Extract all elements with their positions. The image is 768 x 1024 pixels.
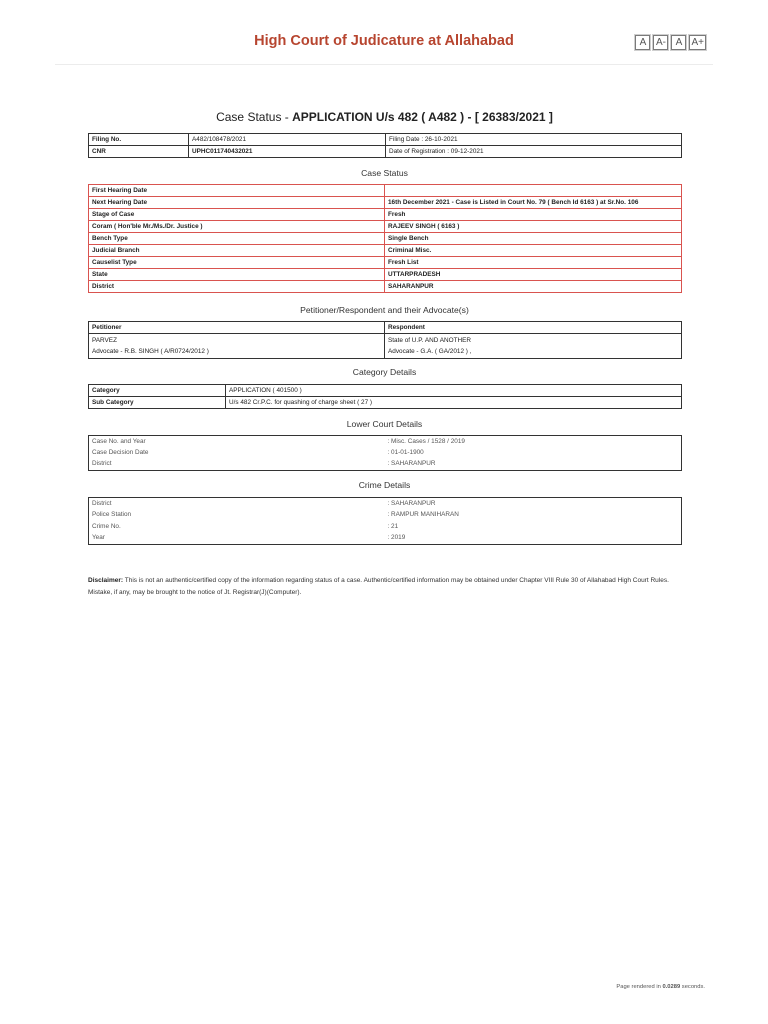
status-label: Judicial Branch [89,245,385,257]
filing-no-value: A482/108478/2021 [189,134,386,146]
parties-heading: Petitioner/Respondent and their Advocate(s) [300,305,469,315]
status-value: SAHARANPUR [385,281,682,293]
status-label: First Hearing Date [89,185,385,197]
status-label: Coram ( Hon'ble Mr./Ms./Dr. Justice ) [89,221,385,233]
filing-date: Filing Date : 26-10-2021 [386,134,682,146]
lower-court-value: : 01-01-1900 [387,448,424,456]
crime-label: Crime No. [92,522,121,530]
table-row [89,532,682,544]
table-row [89,257,682,269]
font-increase-button[interactable]: A+ [691,37,704,48]
table-row [89,197,682,209]
crime-label: Year [92,534,105,542]
status-label: State [89,269,385,281]
filing-table [88,133,682,158]
table-row [89,322,682,334]
table-row [89,521,682,532]
render-time-prefix: Page rendered in [616,984,663,990]
sub-category-value: U/s 482 Cr.P.C. for quashing of charge sheet ( 27 ) [226,397,682,409]
crime-label: Police Station [92,511,132,519]
filing-no-label: Filing No. [89,134,189,146]
font-normal-button[interactable]: A [635,35,650,50]
site-title: High Court of Judicature at Allahabad [254,33,514,49]
lower-court-heading: Lower Court Details [346,419,423,429]
respondent-name: State of U.P. AND ANOTHER [388,337,471,344]
lower-court-label: Case No. and Year [92,437,146,445]
table-row [89,269,682,281]
case-title: APPLICATION U/s 482 ( A482 ) - [ 26383/2021 ] [292,110,553,124]
cnr-label: CNR [89,146,189,158]
petitioner-header: Petitioner [89,322,385,334]
case-status-heading: Case Status [361,168,408,178]
crime-heading: Crime Details [358,480,411,490]
crime-value: : 2019 [387,534,406,542]
status-value: Criminal Misc. [385,245,682,257]
registration-date: Date of Registration : 09-12-2021 [386,146,682,158]
lower-court-label: Case Decision Date [92,448,149,456]
status-value: 16th December 2021 - Case is Listed in Court No. 79 ( Bench Id 6163 ) at Sr.No. 106 [385,197,682,209]
status-value: Single Bench [385,233,682,245]
petitioner-cell [89,334,385,359]
category-value: APPLICATION ( 401500 ) [226,385,682,397]
font-default-button[interactable]: A [671,35,686,50]
crime-value: : SAHARANPUR [387,499,436,507]
crime-value: : 21 [387,522,399,530]
lower-court-value: : SAHARANPUR [387,460,436,468]
category-table [88,384,682,409]
case-title-prefix: Case Status - [216,110,293,124]
table-row [89,447,682,458]
cnr-value: UPHC011740432021 [189,146,386,158]
status-value: UTTARPRADESH [385,269,682,281]
status-label: Next Hearing Date [89,197,385,209]
status-label: Bench Type [89,233,385,245]
table-row [89,134,682,146]
category-heading: Category Details [352,367,417,377]
table-row [89,397,682,409]
table-row [89,334,682,359]
parties-table [88,321,682,359]
disclaimer-text: This is not an authentic/certified copy of the information regarding status of a case. Authentic/certified information may be obtained under Chapter VIII Rule 30 of Allahabad High Court Rules. Mistake, if any, may be brought to the notice of Jt. Registrar(J)(Computer). [88,577,669,596]
case-status-table [88,184,682,293]
respondent-cell [385,334,682,359]
petitioner-name: PARVEZ [92,337,117,344]
font-decrease-button[interactable]: A- [653,35,668,50]
status-value: RAJEEV SINGH ( 6163 ) [385,221,682,233]
page-title [88,110,681,124]
status-label: Causelist Type [89,257,385,269]
render-time-seconds: 0.0289 [662,984,681,990]
status-label: District [89,281,385,293]
disclaimer [88,575,688,598]
status-value: Fresh List [385,257,682,269]
sub-category-label: Sub Category [89,397,226,409]
table-row [89,459,682,471]
crime-value: : RAMPUR MANIHARAN [387,511,459,519]
category-label: Category [89,385,226,397]
render-time-suffix: seconds. [680,984,705,990]
table-row [89,185,682,197]
page-render-time [616,984,705,990]
crime-label: District [92,499,112,507]
table-row [89,498,682,510]
crime-table [88,497,682,545]
respondent-advocate: Advocate - G.A. ( GA/2012 ) , [388,348,472,355]
status-value: Fresh [385,209,682,221]
petitioner-advocate: Advocate - R.B. SINGH ( A/R0724/2012 ) [92,348,209,355]
table-row [89,146,682,158]
table-row [89,233,682,245]
table-row [89,245,682,257]
site-header [55,0,713,65]
table-row [89,281,682,293]
disclaimer-label: Disclaimer: [88,577,124,584]
lower-court-table [88,435,682,471]
status-value [385,185,682,197]
table-row [89,385,682,397]
lower-court-label: District [92,460,112,468]
table-row [89,436,682,448]
font-size-controls [635,35,706,50]
table-row [89,221,682,233]
table-row [89,510,682,521]
respondent-header: Respondent [385,322,682,334]
table-row [89,209,682,221]
lower-court-value: : Misc. Cases / 1528 / 2019 [387,437,465,445]
status-label: Stage of Case [89,209,385,221]
